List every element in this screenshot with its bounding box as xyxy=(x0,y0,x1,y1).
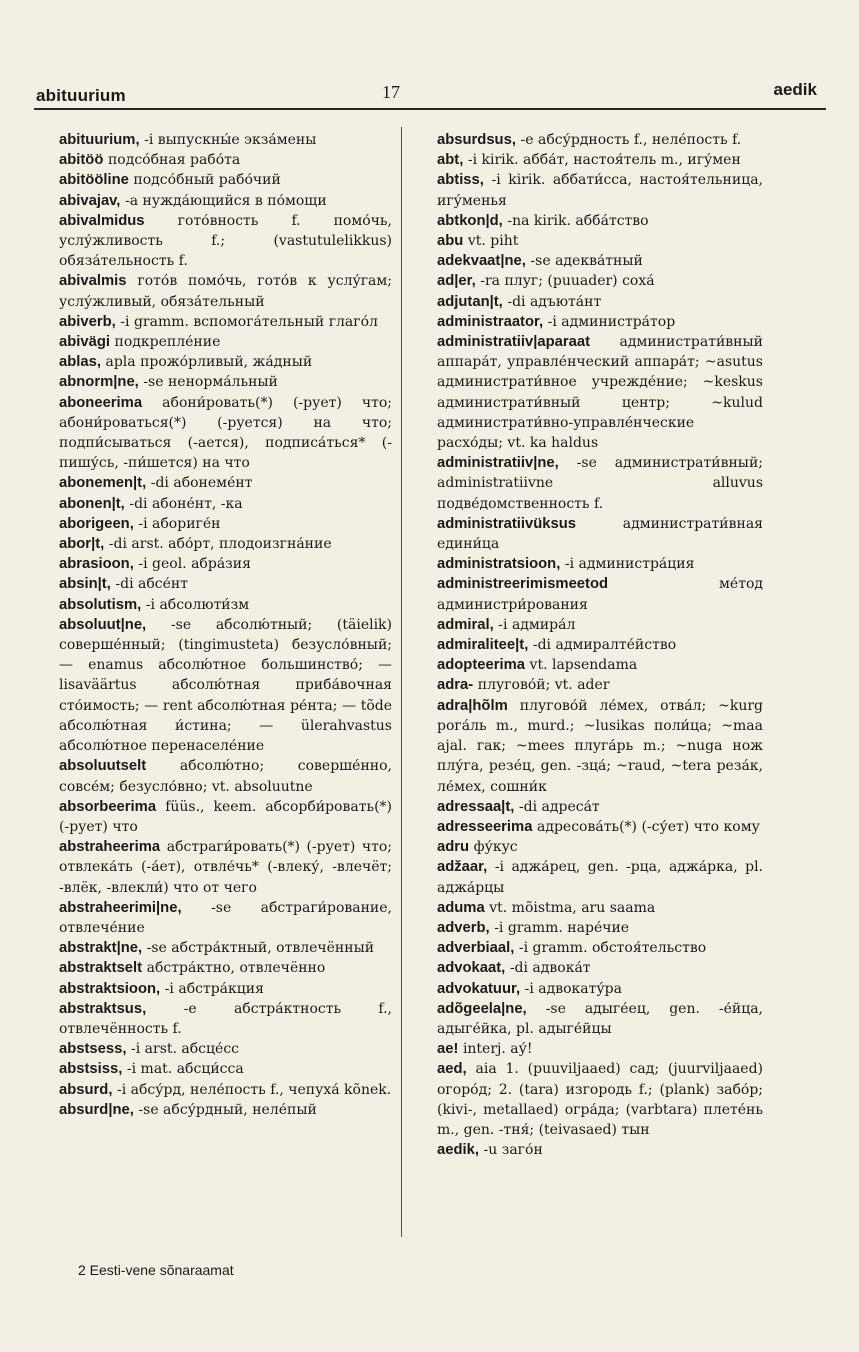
entry-definition: подсо́бная рабо́та xyxy=(107,152,241,169)
dictionary-entry xyxy=(418,1039,763,1059)
dictionary-entry xyxy=(418,1059,763,1140)
entry-definition: абони́ровать(*) (-рует) что; абони́роваться(*) (-руется) на что; подпи́сываться (-ается), подписа́ться* (-пишу́сь, -пи́шется) на что xyxy=(59,394,392,472)
entry-headword: abstrakt|ne, xyxy=(59,940,143,957)
entry-definition: -di адвока́т xyxy=(509,960,591,977)
dictionary-entry xyxy=(40,595,392,615)
dictionary-entry xyxy=(40,958,392,978)
entry-definition: -i адвокату́ра xyxy=(524,980,622,997)
entry-headword: absurdsus, xyxy=(437,132,516,148)
entry-definition: -i администра́тор xyxy=(547,313,676,330)
entry-headword: abstsiss, xyxy=(59,1061,123,1078)
running-head-right: aedik xyxy=(773,80,817,99)
entry-headword: adžaar, xyxy=(437,859,488,876)
entry-definition: vt. mõistma, aru saama xyxy=(489,899,656,916)
entry-definition: apla прожо́рливый, жа́дный xyxy=(105,354,313,371)
entry-headword: administratiiv|ne, xyxy=(437,455,559,472)
entry-definition: aia 1. (puuviljaaed) сад; (juurviljaaed) огоро́д; 2. (tara) изгородь f.; (plank) забо́р; (kivi-, metallaed) огра́да; (varbtara) плете́нь m., gen. -тня́; (teivasaed) тын xyxy=(437,1061,763,1138)
entry-headword: absoluut|ne, xyxy=(59,616,147,633)
entry-definition: -na kirik. абба́тство xyxy=(507,212,649,229)
entry-definition: -a нужда́ющийся в по́мощи xyxy=(124,192,327,209)
dictionary-entry xyxy=(418,332,763,453)
entry-headword: admiral, xyxy=(437,616,494,633)
dictionary-entry xyxy=(418,251,763,271)
entry-definition: плугово́й ле́мех, отва́л; ~kurg рога́ль m., murd.; ~lusikas поли́ца; ~maa ajal. гак; ~mees плуга́рь m.; ~nuga нож плу́га, резе́ц, gen. -зца́; ~raud, ~tera реза́к, ле́мех, сошни́к xyxy=(437,697,763,795)
entry-headword: abrasioon, xyxy=(59,556,134,573)
entry-definition: абстра́ктно, отвлечённо xyxy=(146,960,326,977)
entry-definition: -i администра́ция xyxy=(564,556,695,573)
dictionary-entry xyxy=(40,1100,392,1120)
dictionary-entry xyxy=(418,615,763,635)
entry-headword: abor|t, xyxy=(59,536,105,553)
dictionary-entry xyxy=(40,837,392,898)
entry-definition: -di абсе́нт xyxy=(115,576,188,593)
entry-definition: -u заго́н xyxy=(483,1142,543,1159)
dictionary-entry xyxy=(40,615,392,756)
dictionary-entry xyxy=(418,857,763,897)
entry-headword: adresseerima xyxy=(437,818,533,835)
dictionary-entry xyxy=(418,271,763,291)
dictionary-entry xyxy=(40,473,392,493)
dictionary-entry xyxy=(418,1140,763,1160)
dictionary-entry xyxy=(40,797,392,837)
entry-headword: abiverb, xyxy=(59,313,116,330)
entry-headword: abituurium, xyxy=(59,132,140,148)
column-divider xyxy=(401,127,402,1237)
entry-headword: absoluutselt xyxy=(59,758,147,775)
dictionary-entry xyxy=(40,372,392,392)
entry-headword: abstraktsus, xyxy=(59,1000,147,1017)
entry-definition: -se абстраги́рование, отвлече́ние xyxy=(59,899,392,936)
entry-definition: vt. lapsendama xyxy=(529,657,638,674)
entry-headword: abonen|t, xyxy=(59,495,125,512)
dictionary-entry xyxy=(40,1059,392,1079)
entry-headword: absolutism, xyxy=(59,596,142,613)
entry-headword: abtkon|d, xyxy=(437,212,503,229)
entry-definition: -i абсолюти́зм xyxy=(145,596,250,613)
dictionary-entry xyxy=(418,554,763,574)
dictionary-entry xyxy=(418,797,763,817)
entry-headword: adopteerima xyxy=(437,657,525,674)
dictionary-entry xyxy=(418,211,763,231)
dictionary-entry xyxy=(40,999,392,1039)
footer-signature: 2 Eesti-vene sõnaraamat xyxy=(78,1262,234,1278)
dictionary-entry xyxy=(418,574,763,614)
entry-headword: abivalmidus xyxy=(59,212,145,229)
dictionary-entry xyxy=(40,393,392,474)
entry-headword: ae! xyxy=(437,1041,459,1058)
running-head-left: abituurium xyxy=(36,86,126,105)
right-column xyxy=(418,130,763,1160)
entry-definition: администрати́вный аппара́т, управле́нческий аппара́т; ~asutus администрати́вное учрежде́ние; ~keskus администрати́вный центр; ~kulud администрати́вно-управле́нческие расхо́ды; vt. ka haldus xyxy=(437,334,763,452)
dictionary-entry xyxy=(40,898,392,938)
entry-headword: admiralitee|t, xyxy=(437,637,529,654)
dictionary-entry xyxy=(418,312,763,332)
entry-headword: absin|t, xyxy=(59,576,111,593)
entry-definition: -di адреса́т xyxy=(518,798,600,815)
entry-definition: -i gramm. вспомога́тельный глаго́л xyxy=(120,313,378,330)
entry-definition: -di абоне́нт, -ка xyxy=(129,495,243,512)
dictionary-entry xyxy=(40,211,392,272)
dictionary-entry xyxy=(40,191,392,211)
dictionary-entry xyxy=(40,979,392,999)
dictionary-entry xyxy=(40,938,392,958)
entry-definition: гото́в помо́чь, гото́в к услу́гам; услу́жливый, обяза́тельный xyxy=(59,273,393,310)
entry-headword: absurd|ne, xyxy=(59,1101,134,1118)
entry-definition: абсолю́тно; соверше́нно, совсе́м; безусло́вно; vt. absoluutne xyxy=(59,758,392,795)
entry-definition: -se адеква́тный xyxy=(530,253,643,270)
entry-headword: aboneerima xyxy=(59,394,143,411)
entry-headword: abnorm|ne, xyxy=(59,374,139,391)
entry-definition: -e абстра́ктность f., отвлечённость f. xyxy=(59,1000,392,1037)
entry-headword: adressaa|t, xyxy=(437,798,515,815)
entry-headword: adverb, xyxy=(437,919,490,936)
header-rule xyxy=(34,108,826,110)
dictionary-entry xyxy=(40,574,392,594)
entry-headword: abstraheerima xyxy=(59,839,161,856)
dictionary-entry xyxy=(418,292,763,312)
entry-definition: плугово́й; vt. ader xyxy=(477,677,610,694)
dictionary-entry xyxy=(418,898,763,918)
entry-headword: abstraktselt xyxy=(59,960,143,977)
page-number: 17 xyxy=(382,82,400,102)
entry-headword: ablas, xyxy=(59,354,101,371)
entry-definition: -e абсу́рдность f., неле́пость f. xyxy=(520,132,742,148)
entry-definition: vt. piht xyxy=(467,233,519,250)
dictionary-entry xyxy=(40,514,392,534)
entry-headword: administratiiv|aparaat xyxy=(437,334,590,351)
entry-headword: adru xyxy=(437,839,470,856)
dictionary-entry xyxy=(418,958,763,978)
dictionary-entry xyxy=(40,1080,392,1100)
entry-headword: advokatuur, xyxy=(437,980,521,997)
entry-definition: фу́кус xyxy=(473,839,518,856)
entry-definition: -i geol. абра́зия xyxy=(138,556,251,573)
entry-headword: abtiss, xyxy=(437,172,484,189)
dictionary-entry xyxy=(418,817,763,837)
dictionary-entry xyxy=(40,534,392,554)
dictionary-entry xyxy=(418,170,763,210)
entry-definition: -i mat. абсци́сса xyxy=(126,1061,244,1078)
entry-definition: подкрепле́ние xyxy=(114,334,221,351)
entry-headword: absorbeerima xyxy=(59,798,157,815)
dictionary-entry xyxy=(418,696,763,797)
entry-headword: administraator, xyxy=(437,313,544,330)
dictionary-entry xyxy=(418,514,763,554)
entry-headword: aed, xyxy=(437,1061,467,1078)
entry-headword: aborigeen, xyxy=(59,515,134,532)
entry-headword: abstsess, xyxy=(59,1041,127,1058)
entry-definition: -i выпускны́е экза́мены xyxy=(144,132,317,148)
entry-definition: -se администрати́вный; administratiivne alluvus подве́домственность f. xyxy=(437,455,763,512)
dictionary-entry xyxy=(418,675,763,695)
dictionary-entry xyxy=(40,130,392,150)
dictionary-entry xyxy=(40,312,392,332)
entry-headword: adõgeela|ne, xyxy=(437,1000,527,1017)
dictionary-entry xyxy=(418,655,763,675)
entry-definition: администрати́вная едини́ца xyxy=(437,515,763,553)
entry-definition: füüs., keem. абсорби́ровать(*) (-рует) что xyxy=(59,798,393,835)
entry-definition: адресова́ть(*) (-су́ет) что кому xyxy=(536,818,760,835)
entry-definition: -i arst. абсце́сс xyxy=(131,1041,239,1058)
entry-headword: abivägi xyxy=(59,334,110,351)
dictionary-entry xyxy=(40,756,392,796)
entry-definition: -i абсу́рд, неле́пость f., чепуха́ kõnek. xyxy=(117,1081,392,1098)
entry-definition: гото́вность f. помо́чь, услу́жливость f.; (vastutulelikkus) обяза́тельность f. xyxy=(59,212,392,270)
entry-definition: -i адмира́л xyxy=(498,616,576,633)
dictionary-entry xyxy=(40,170,392,190)
left-column xyxy=(40,130,392,1120)
entry-headword: administreerimismeetod xyxy=(437,576,609,593)
entry-headword: abt, xyxy=(437,152,464,169)
entry-headword: abivalmis xyxy=(59,273,127,290)
entry-definition: interj. ау́! xyxy=(462,1041,533,1058)
entry-headword: abitööline xyxy=(59,172,129,189)
entry-headword: administratsioon, xyxy=(437,556,561,573)
dictionary-entry xyxy=(418,979,763,999)
entry-headword: abu xyxy=(437,233,464,250)
entry-definition: -se абсолю́тный; (täielik) соверше́нный; (tingimusteta) безусло́вный; — enamus абсолю́тное большинство́; — lisaväärtus абсолю́тная приба́вочная сто́имость; — rent абсолю́тная ре́нта; — tõde абсолю́тная и́стина; — ülerahvastus абсолю́тное перенаселе́ние xyxy=(59,616,393,755)
entry-definition: ме́тод администри́рования xyxy=(437,576,763,613)
entry-headword: abitöö xyxy=(59,152,104,169)
entry-headword: adekvaat|ne, xyxy=(437,253,526,270)
entry-definition: -ra плуг; (puuader) соха́ xyxy=(480,273,655,290)
dictionary-entry xyxy=(40,352,392,372)
dictionary-entry xyxy=(418,453,763,514)
entry-definition: -i gramm. наре́чие xyxy=(494,919,630,936)
entry-definition: -di адъюта́нт xyxy=(507,293,602,310)
dictionary-entry xyxy=(40,332,392,352)
entry-definition: подсо́бный рабо́чий xyxy=(133,172,281,189)
entry-definition: -se ненорма́льный xyxy=(143,374,278,391)
entry-definition: -se адыге́ец, gen. -е́йца, адыге́йка, pl. адыге́йцы xyxy=(437,1000,763,1037)
dictionary-entry xyxy=(418,999,763,1039)
entry-headword: ad|er, xyxy=(437,273,476,290)
dictionary-entry xyxy=(418,150,763,170)
entry-headword: adra|hõlm xyxy=(437,697,508,714)
entry-definition: -i kirik. аббати́сса, настоя́тельница, игу́менья xyxy=(437,172,763,209)
dictionary-entry xyxy=(40,1039,392,1059)
dictionary-entry xyxy=(418,918,763,938)
entry-headword: abonemen|t, xyxy=(59,475,147,492)
dictionary-entry xyxy=(418,231,763,251)
entry-headword: adverbiaal, xyxy=(437,940,515,957)
dictionary-entry xyxy=(418,938,763,958)
dictionary-entry xyxy=(418,635,763,655)
entry-definition: -di абонеме́нт xyxy=(150,475,253,492)
entry-definition: -di arst. або́рт, плодоизгна́ние xyxy=(108,536,332,553)
dictionary-entry xyxy=(40,271,392,311)
dictionary-entry xyxy=(40,494,392,514)
entry-definition: -i абориге́н xyxy=(138,515,221,532)
dictionary-entry xyxy=(40,554,392,574)
entry-headword: aduma xyxy=(437,899,485,916)
entry-definition: -se абстра́ктный, отвлечённый xyxy=(146,940,375,957)
entry-definition: -i аджа́рец, gen. -рца, аджа́рка, pl. аджа́рцы xyxy=(437,859,764,896)
entry-definition: -di адмиралте́йство xyxy=(532,637,677,654)
entry-headword: advokaat, xyxy=(437,960,506,977)
entry-definition: -se абсу́рдный, неле́пый xyxy=(138,1101,317,1118)
entry-headword: administratiivüksus xyxy=(437,515,576,532)
entry-headword: aedik, xyxy=(437,1142,479,1159)
entry-headword: adjutan|t, xyxy=(437,293,503,310)
entry-headword: abivajav, xyxy=(59,192,121,209)
entry-definition: абстраги́ровать(*) (-рует) что; отвлека́ть (-а́ет), отвле́чь* (-влеку́, -влечёт; -влёк, -влекли́) что от чего xyxy=(59,839,392,896)
entry-definition: -i kirik. абба́т, настоя́тель m., игу́мен xyxy=(467,152,741,169)
dictionary-entry xyxy=(418,837,763,857)
entry-headword: abstraheerimi|ne, xyxy=(59,899,182,916)
entry-headword: abstraktsioon, xyxy=(59,980,161,997)
entry-headword: absurd, xyxy=(59,1081,113,1098)
dictionary-entry xyxy=(418,130,763,150)
entry-headword: adra- xyxy=(437,677,474,694)
dictionary-entry xyxy=(40,150,392,170)
entry-definition: -i gramm. обстоя́тельство xyxy=(518,940,707,957)
entry-definition: -i абстра́кция xyxy=(164,980,264,997)
